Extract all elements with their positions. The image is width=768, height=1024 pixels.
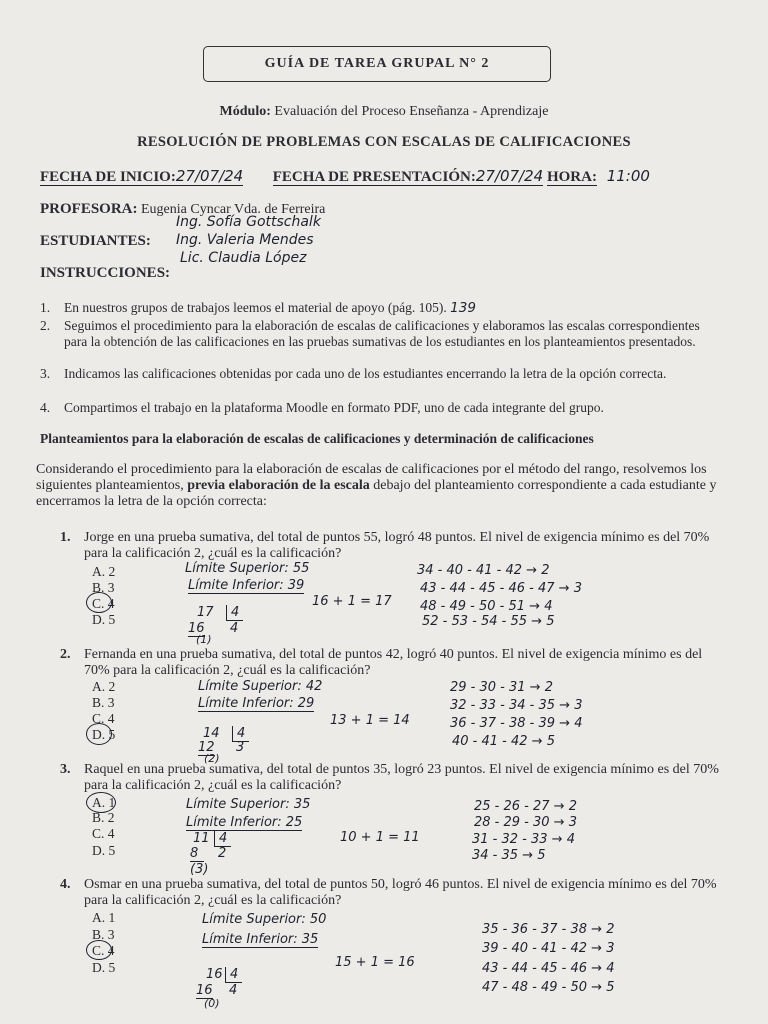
q1-div-remainder: (1) xyxy=(196,633,212,646)
question-text: Fernanda en una prueba sumativa, del total de puntos 42, logró 40 puntos. El nivel de exigencia mínimo es del 70% para la calificación 2, ¿cuál es la calificación? xyxy=(84,647,703,678)
q4-option-a[interactable]: A. 1 xyxy=(92,910,116,925)
estudiantes-label: ESTUDIANTES: xyxy=(40,233,151,249)
q2-scale-row: 40 - 41 - 42 → 5 xyxy=(452,734,555,749)
q1-work-inferior: Límite Inferior: 39 xyxy=(188,578,305,593)
q4-div-quotient: 4 xyxy=(229,983,238,998)
q1-scale-row: 52 - 53 - 54 - 55 → 5 xyxy=(422,614,555,629)
q2-work-inferior: Límite Inferior: 29 xyxy=(198,696,315,711)
question-3 xyxy=(38,762,728,794)
q2-option-d[interactable]: D. 5 xyxy=(92,727,116,742)
question-1 xyxy=(38,530,728,562)
document-title: GUÍA DE TAREA GRUPAL N° 2 xyxy=(203,46,551,82)
dates-row xyxy=(40,167,740,186)
profesora-label: PROFESORA: xyxy=(40,201,138,217)
q1-div-dividend: 17 xyxy=(197,605,214,620)
modulo-value: Evaluación del Proceso Enseñanza - Aprendizaje xyxy=(274,104,549,119)
instruction-text: En nuestros grupos de trabajos leemos el material de apoyo (pág. 105). xyxy=(64,300,447,315)
q3-div-subtract: 8 xyxy=(190,846,204,862)
q4-option-d[interactable]: D. 5 xyxy=(92,960,116,975)
q2-div-divisor: 4 xyxy=(232,726,249,742)
intro-paragraph xyxy=(36,462,726,510)
intro-text-a: Considerando el procedimiento para la elaboración de escalas de calificaciones por el método del rango, resolvemos los siguientes planteamientos, xyxy=(36,462,707,493)
q1-option-c[interactable]: C. 4 xyxy=(92,596,115,611)
q1-option-b[interactable]: B. 3 xyxy=(92,580,115,595)
q3-div-divisor: 4 xyxy=(214,831,231,847)
q3-div-remainder: (3) xyxy=(190,862,209,877)
section-title: Planteamientos para la elaboración de escalas de calificaciones y determinación de calificaciones xyxy=(40,431,594,446)
instruction-1 xyxy=(40,300,720,317)
question-text: Jorge en una prueba sumativa, del total de puntos 55, logró 48 puntos. El nivel de exigencia mínimo es del 70% para la calificación 2, ¿cuál es la calificación? xyxy=(84,530,710,561)
q4-div-divisor: 4 xyxy=(225,967,242,983)
question-2 xyxy=(38,647,728,679)
question-number: 1. xyxy=(60,530,71,545)
q4-div-remainder: (0) xyxy=(204,997,220,1010)
q4-selected-circle xyxy=(86,940,112,960)
instruction-text: Seguimos el procedimiento para la elaboración de escalas de calificaciones y elaboramos las escalas correspondientes para la obtención de las calificaciones en las pruebas sumativas de los estudiantes en los planteamientos presentados. xyxy=(64,318,700,349)
question-text: Raquel en una prueba sumativa, del total de puntos 35, logró 23 puntos. El nivel de exigencia mínimo es del 70% para la calificación 2, ¿cuál es la calificación? xyxy=(84,762,719,793)
q2-scale-row: 32 - 33 - 34 - 35 → 3 xyxy=(450,698,583,713)
q1-div-subtract: 16 xyxy=(188,621,205,636)
q4-work-sum: 15 + 1 = 16 xyxy=(335,955,415,970)
question-4 xyxy=(38,877,728,909)
fecha-inicio-label: FECHA DE INICIO: xyxy=(40,169,176,185)
instruction-text: Compartimos el trabajo en la plataforma Moodle en formato PDF, uno de cada integrante del grupo. xyxy=(64,400,604,415)
q4-work-superior: Límite Superior: 50 xyxy=(202,912,327,927)
question-text: Osmar en una prueba sumativa, del total de puntos 50, logró 46 puntos. El nivel de exigencia mínimo es del 70% para la calificación 2, ¿cuál es la calificación? xyxy=(84,877,717,908)
q3-scale-row: 25 - 26 - 27 → 2 xyxy=(474,799,577,814)
q2-selected-circle xyxy=(86,723,112,745)
q2-div-quotient: 3 xyxy=(236,740,245,755)
q2-work-sum: 13 + 1 = 14 xyxy=(330,713,410,728)
q1-work-superior: Límite Superior: 55 xyxy=(185,561,310,576)
instruction-3 xyxy=(40,366,720,382)
question-number: 3. xyxy=(60,762,71,777)
q3-scale-row: 28 - 29 - 30 → 3 xyxy=(474,815,577,830)
q1-scale-row: 48 - 49 - 50 - 51 → 4 xyxy=(420,599,553,614)
instruction-number: 2. xyxy=(40,318,51,333)
q4-option-c[interactable]: C. 4 xyxy=(92,943,115,958)
q2-work-superior: Límite Superior: 42 xyxy=(198,679,323,694)
q2-option-b[interactable]: B. 3 xyxy=(92,695,115,710)
q4-div-dividend: 16 xyxy=(206,967,223,982)
q4-scale-row: 35 - 36 - 37 - 38 → 2 xyxy=(482,922,615,937)
q2-scale-row: 29 - 30 - 31 → 2 xyxy=(450,680,553,695)
main-heading: RESOLUCIÓN DE PROBLEMAS CON ESCALAS DE CALIFICACIONES xyxy=(137,134,631,150)
q4-scale-row: 43 - 44 - 45 - 46 → 4 xyxy=(482,961,615,976)
student-3: Lic. Claudia López xyxy=(180,250,307,266)
question-number: 4. xyxy=(60,877,71,892)
hora-value: 11:00 xyxy=(606,167,650,185)
intro-text-c: debajo del planteamiento correspondiente a cada estudiante y encerramos la letra de la opción correcta: xyxy=(36,478,717,509)
q2-option-a[interactable]: A. 2 xyxy=(92,679,116,694)
q2-div-remainder: (2) xyxy=(204,752,220,765)
student-1: Ing. Sofía Gottschalk xyxy=(176,214,321,230)
fecha-presentacion-value: 27/07/24 xyxy=(475,167,544,185)
q3-option-a[interactable]: A. 1 xyxy=(92,795,116,810)
q2-div-dividend: 14 xyxy=(203,726,220,741)
q1-div-quotient: 4 xyxy=(230,621,239,636)
q2-option-c[interactable]: C. 4 xyxy=(92,711,115,726)
q3-work-inferior: Límite Inferior: 25 xyxy=(186,815,303,830)
hora-label: HORA: xyxy=(546,169,597,185)
instruction-number: 4. xyxy=(40,400,51,415)
q3-option-c[interactable]: C. 4 xyxy=(92,826,115,841)
modulo-line xyxy=(0,104,768,120)
modulo-label: Módulo: xyxy=(219,104,271,119)
q4-scale-row: 39 - 40 - 41 - 42 → 3 xyxy=(482,941,615,956)
instruction-4 xyxy=(40,400,720,416)
fecha-presentacion-label: FECHA DE PRESENTACIÓN: xyxy=(272,169,476,185)
q2-scale-row: 36 - 37 - 38 - 39 → 4 xyxy=(450,716,583,731)
q3-div-dividend: 11 xyxy=(193,831,210,846)
q3-work-sum: 10 + 1 = 11 xyxy=(340,830,420,845)
instruction-note: 139 xyxy=(450,300,476,316)
q3-div-quotient: 2 xyxy=(218,846,227,861)
q3-scale-row: 34 - 35 → 5 xyxy=(472,848,546,863)
q3-option-b[interactable]: B. 2 xyxy=(92,810,115,825)
q4-scale-row: 47 - 48 - 49 - 50 → 5 xyxy=(482,980,615,995)
q1-work-sum: 16 + 1 = 17 xyxy=(312,594,392,609)
instruction-number: 1. xyxy=(40,300,51,315)
q4-option-b[interactable]: B. 3 xyxy=(92,927,115,942)
q1-div-divisor: 4 xyxy=(226,605,243,621)
instruction-text: Indicamos las calificaciones obtenidas por cada uno de los estudiantes encerrando la letra de la opción correcta. xyxy=(64,366,667,381)
q1-option-a[interactable]: A. 2 xyxy=(92,564,116,579)
q1-selected-circle xyxy=(86,592,112,613)
q4-work-inferior: Límite Inferior: 35 xyxy=(202,932,319,947)
q4-div-subtract: 16 xyxy=(196,983,213,998)
q1-scale-row: 34 - 40 - 41 - 42 → 2 xyxy=(417,563,550,578)
instruction-2 xyxy=(40,318,720,349)
intro-text-bold: previa elaboración de la escala xyxy=(187,478,370,493)
instruction-number: 3. xyxy=(40,366,51,381)
q2-div-subtract: 12 xyxy=(198,740,215,755)
instrucciones-label: INSTRUCCIONES: xyxy=(40,265,171,281)
student-2: Ing. Valeria Mendes xyxy=(176,232,314,248)
q3-scale-row: 31 - 32 - 33 → 4 xyxy=(472,832,575,847)
q3-option-d[interactable]: D. 5 xyxy=(92,843,116,858)
fecha-inicio-value: 27/07/24 xyxy=(175,167,244,185)
q1-scale-row: 43 - 44 - 45 - 46 - 47 → 3 xyxy=(420,581,582,596)
question-number: 2. xyxy=(60,647,71,662)
q3-work-superior: Límite Superior: 35 xyxy=(186,797,311,812)
q1-option-d[interactable]: D. 5 xyxy=(92,612,116,627)
profesora-value: Eugenia Cyncar Vda. de Ferreira xyxy=(141,202,326,217)
